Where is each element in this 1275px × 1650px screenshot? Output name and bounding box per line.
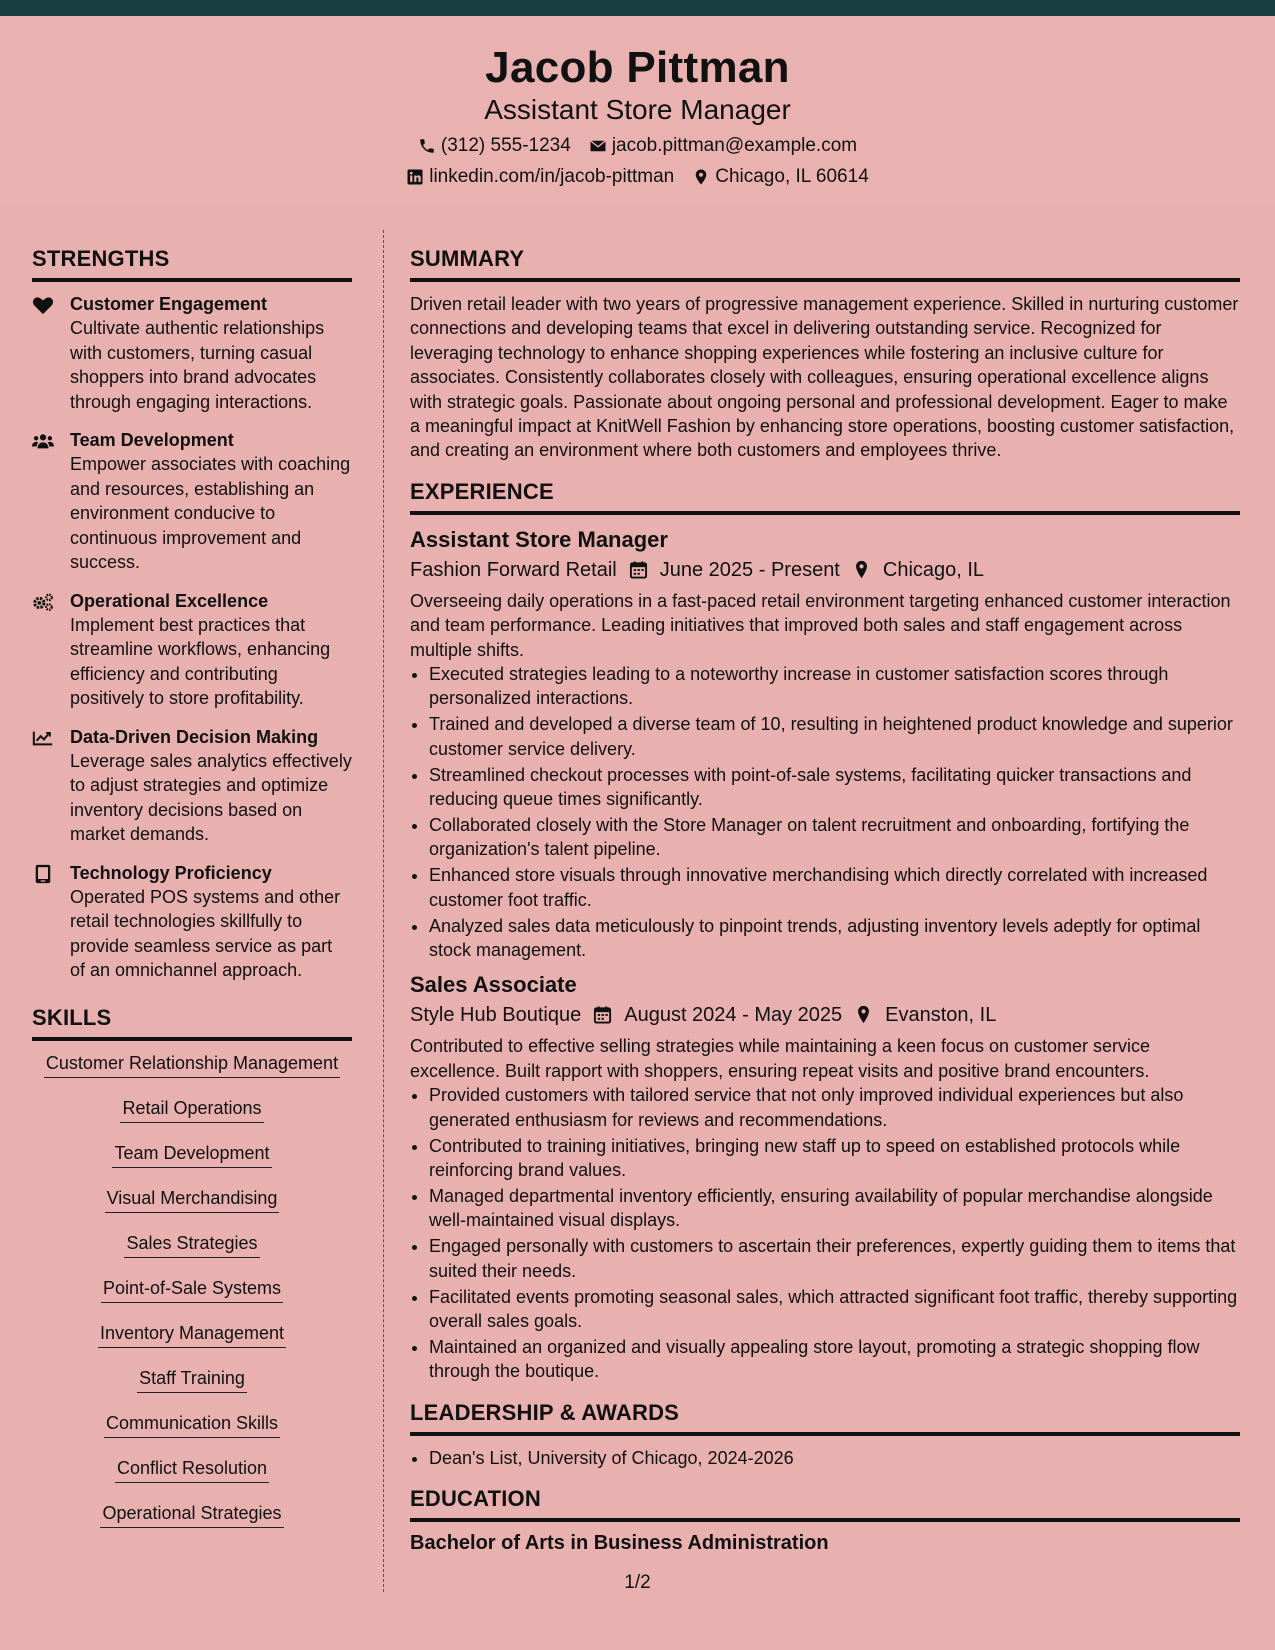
contact-row-2: [0, 166, 1275, 188]
job-company: Style Hub Boutique: [410, 1004, 582, 1027]
phone-icon: [418, 137, 436, 155]
job-meta: [410, 1000, 1240, 1030]
job-bullet: • Contributed to training initiatives, bringing new staff up to speed on established protocols while reinforcing brand values.: [429, 1134, 1240, 1183]
phone-text: (312) 555-1234: [440, 135, 571, 156]
job-bullets: [410, 662, 1240, 962]
envelope-icon: [589, 137, 607, 155]
skill-tag: Customer Relationship Management: [44, 1051, 340, 1078]
job-bullet: • Facilitated events promoting seasonal sales, which attracted significant foot traffic, thereby supporting overall sales goals.: [429, 1285, 1240, 1334]
job-description: Contributed to effective selling strategies while maintaining a keen focus on customer service excellence. Built rapport with shoppers, ensuring repeat visits and positive brand encounters.: [410, 1036, 1151, 1081]
job-dates: June 2025 - Present: [659, 558, 840, 581]
strength-title: Customer Engagement: [70, 294, 268, 314]
job-bullet: • Maintained an organized and visually appealing store layout, promoting a strategic shopping flow through the boutique.: [429, 1335, 1240, 1384]
contact-linkedin[interactable]: [406, 166, 674, 188]
contact-location: [692, 166, 869, 188]
job-bullet: • Streamlined checkout processes with point-of-sale systems, facilitating quicker transactions and reducing queue times significantly.: [429, 763, 1240, 812]
job-title: Assistant Store Manager: [410, 526, 668, 552]
left-column: [32, 246, 352, 1546]
contact-phone: [418, 135, 571, 157]
summary-text: Driven retail leader with two years of progressive management experience. Skilled in nurturing customer connections and developing teams that excel in delivering outstanding service. Recognized for leveraging technology to enhance shopping experiences while fostering an inclusive culture for associates. Consistently collaborates closely with colleagues, ensuring operational excellence aligns with strategic goals. Passionate about ongoing personal and professional development. Eager to make a meaningful impact at KnitWell Fashion by enhancing store operations, boosting customer satisfaction, and creating an environment where both customers and employees thrive.: [410, 294, 1239, 461]
strength-item: [32, 428, 352, 575]
heart-icon: [32, 295, 54, 315]
contact-email[interactable]: [589, 135, 857, 157]
job-description: Overseeing daily operations in a fast-paced retail environment targeting enhanced customer interaction and team performance. Leading initiatives that improved both sales and staff engagement across multiple shifts.: [410, 590, 1231, 660]
map-pin-icon: [692, 168, 710, 186]
experience-heading: EXPERIENCE: [410, 479, 1240, 515]
map-pin-icon: [854, 1005, 873, 1025]
skill-tag: Sales Strategies: [124, 1231, 259, 1258]
job-location: Evanston, IL: [885, 1004, 997, 1027]
strengths-heading: STRENGTHS: [32, 246, 352, 282]
candidate-name: Jacob Pittman: [485, 43, 790, 92]
education-degree: Bachelor of Arts in Business Administration: [410, 1532, 829, 1555]
job-bullet: • Enhanced store visuals through innovative merchandising which directly correlated with increased customer foot traffic.: [429, 863, 1240, 912]
job-location: Chicago, IL: [882, 558, 985, 581]
candidate-title: Assistant Store Manager: [484, 94, 791, 125]
skills-list: [32, 1051, 352, 1546]
skill-tag: Communication Skills: [104, 1411, 280, 1438]
strength-desc: Empower associates with coaching and resources, establishing an environment conducive to continuous improvement and success.: [70, 454, 351, 572]
top-accent-bar: [0, 0, 1275, 16]
job-bullet: • Engaged personally with customers to ascertain their preferences, expertly guiding them to items that suited their needs.: [429, 1234, 1240, 1283]
contact-row-1: [0, 135, 1275, 157]
strength-title: Data-Driven Decision Making: [70, 726, 319, 747]
leadership-heading: LEADERSHIP & AWARDS: [410, 1400, 1240, 1436]
linkedin-icon: [406, 168, 424, 186]
job-dates: August 2024 - May 2025: [624, 1004, 843, 1027]
calendar-icon: [593, 1005, 612, 1025]
job-bullet: • Analyzed sales data meticulously to pinpoint trends, adjusting inventory levels adeptly for optimal stock management.: [429, 914, 1240, 963]
strength-title: Operational Excellence: [70, 590, 269, 611]
job-title: Sales Associate: [410, 972, 577, 998]
calendar-icon: [629, 560, 648, 580]
job-bullets: [410, 1083, 1240, 1383]
job-bullet: • Provided customers with tailored service that not only improved individual experiences but also generated enthusiasm for reviews and recommendations.: [429, 1083, 1240, 1132]
skill-tag: Visual Merchandising: [105, 1186, 280, 1213]
linkedin-text: linkedin.com/in/jacob-pittman: [429, 166, 675, 187]
page-number: 1/2: [624, 1572, 651, 1593]
skill-tag: Point-of-Sale Systems: [101, 1276, 283, 1303]
strength-title: Technology Proficiency: [70, 862, 272, 883]
job-bullet: • Collaborated closely with the Store Manager on talent recruitment and onboarding, fortifying the organization's talent pipeline.: [429, 813, 1240, 862]
tablet-icon: [32, 864, 54, 884]
job-entry: [410, 525, 1240, 963]
strength-item: [32, 861, 352, 983]
skill-tag: Staff Training: [137, 1366, 247, 1393]
summary-heading: SUMMARY: [410, 246, 1240, 282]
location-text: Chicago, IL 60614: [715, 166, 869, 187]
strength-item: [32, 725, 352, 847]
job-bullet: • Trained and developed a diverse team of 10, resulting in heightened product knowledge and superior customer service delivery.: [429, 712, 1240, 761]
email-text: jacob.pittman@example.com: [611, 135, 858, 156]
strength-desc: Operated POS systems and other retail technologies skillfully to provide seamless service as part of an omnichannel approach.: [70, 886, 341, 980]
strength-title: Team Development: [70, 430, 234, 450]
strength-item: [32, 589, 352, 711]
gears-icon: [32, 592, 54, 612]
chart-line-icon: [32, 728, 54, 748]
job-bullet: • Managed departmental inventory efficiently, ensuring availability of popular merchandise alongside well-maintained visual displays.: [429, 1184, 1240, 1233]
skill-tag: Conflict Resolution: [115, 1456, 269, 1483]
right-column: [410, 246, 1240, 1555]
map-pin-icon: [852, 560, 871, 580]
strength-desc: Cultivate authentic relationships with customers, turning casual shoppers into brand advocates through engaging interactions.: [70, 318, 325, 412]
skill-tag: Team Development: [112, 1141, 271, 1168]
education-heading: EDUCATION: [410, 1486, 1240, 1522]
leadership-item: • Dean's List, University of Chicago, 2024-2026: [429, 1446, 1240, 1470]
job-bullet: • Executed strategies leading to a noteworthy increase in customer satisfaction scores through personalized interactions.: [429, 662, 1240, 711]
resume-header: [0, 16, 1275, 204]
strength-desc: Leverage sales analytics effectively to adjust strategies and optimize inventory decisions based on market demands.: [70, 750, 352, 844]
job-entry: [410, 970, 1240, 1383]
leadership-list: [410, 1446, 1240, 1470]
skill-tag: Retail Operations: [120, 1096, 263, 1123]
skill-tag: Operational Strategies: [100, 1501, 283, 1528]
strength-item: [32, 292, 352, 414]
skills-heading: SKILLS: [32, 1005, 352, 1041]
strength-desc: Implement best practices that streamline workflows, enhancing efficiency and contributing positively to store profitability.: [70, 614, 331, 708]
job-company: Fashion Forward Retail: [410, 558, 617, 581]
users-icon: [32, 431, 54, 451]
skill-tag: Inventory Management: [98, 1321, 286, 1348]
job-meta: [410, 555, 1240, 585]
column-divider: [383, 230, 384, 1592]
